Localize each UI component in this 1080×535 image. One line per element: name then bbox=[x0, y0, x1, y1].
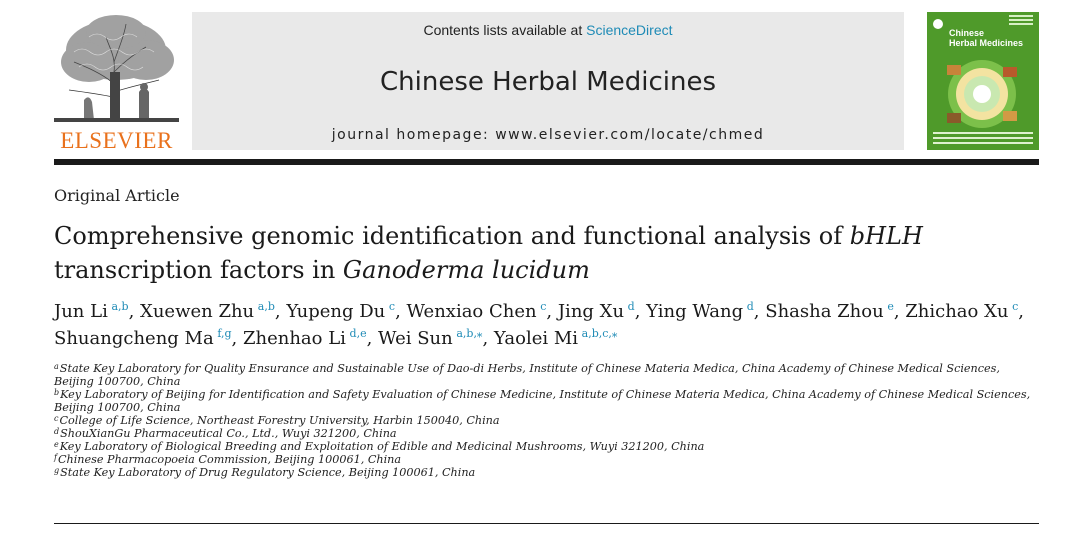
article-type: Original Article bbox=[54, 186, 180, 205]
author-name[interactable]: Xuewen Zhu $^{a,b}$ bbox=[140, 300, 275, 322]
author-affiliation-link[interactable]: a,b,c,⁎ bbox=[581, 327, 618, 340]
journal-cover-image[interactable] bbox=[927, 12, 1039, 150]
affiliation-mark: e bbox=[54, 440, 59, 449]
affiliation-mark: d bbox=[54, 427, 60, 436]
title-species-name: Ganoderma lucidum bbox=[342, 256, 590, 284]
cover-herb-wheel-icon bbox=[945, 57, 1019, 131]
front-matter-divider bbox=[54, 523, 1039, 524]
author-affiliation-link[interactable]: c bbox=[540, 300, 547, 313]
affiliation-text: State Key Laboratory for Quality Ensurance and Sustainable Use of Dao-di Herbs, Institute of Chinese Materia Medica, China Academy of Chinese Medical Sciences, Beijing 100700, China bbox=[54, 362, 1000, 388]
author-name[interactable]: Zhenhao Li $^{d,e}$ bbox=[242, 327, 367, 349]
affiliation-text: ShouXianGu Pharmaceutical Co., Ltd., Wuyi 321200, China bbox=[60, 427, 397, 440]
author-affiliation-link[interactable]: d bbox=[627, 300, 635, 313]
author-affiliation-link[interactable]: a,b,⁎ bbox=[456, 327, 483, 340]
cover-title-line1: Chinese bbox=[949, 28, 985, 38]
elsevier-tree-icon bbox=[54, 12, 179, 124]
journal-title[interactable]: Chinese Herbal Medicines bbox=[380, 67, 716, 97]
affiliation-mark: a bbox=[54, 362, 59, 371]
author-name[interactable]: Wei Sun $^{a,b,⁎}$ bbox=[378, 327, 483, 349]
author-name[interactable]: Yaolei Mi $^{a,b,c,⁎}$ bbox=[493, 327, 618, 349]
journal-header bbox=[54, 12, 1039, 153]
author-name[interactable]: Jing Xu $^d$ bbox=[557, 300, 635, 322]
author-name[interactable]: Yupeng Du $^c$ bbox=[286, 300, 396, 322]
author-affiliation-link[interactable]: e bbox=[887, 300, 894, 313]
author-name[interactable]: Shuangcheng Ma $^{f,g}$ bbox=[54, 327, 232, 349]
cover-issue-lines bbox=[1009, 15, 1033, 25]
sciencedirect-link[interactable]: ScienceDirect bbox=[586, 22, 673, 38]
affiliation-text: Key Laboratory of Beijing for Identification and Safety Evaluation of Chinese Medicine, Institute of Chinese Materia Medica, China Academy of Chinese Medical Sciences, Beijing 100700, China bbox=[54, 388, 1031, 414]
cover-title bbox=[949, 28, 1023, 48]
author-affiliation-link[interactable]: c bbox=[388, 300, 396, 313]
elsevier-wordmark: ELSEVIER bbox=[60, 128, 173, 153]
title-text-part1: Comprehensive genomic identification and functional analysis of bbox=[54, 222, 850, 250]
affiliation-text: College of Life Science, Northeast Forestry University, Harbin 150040, China bbox=[59, 414, 500, 427]
affiliation-list bbox=[54, 362, 1039, 479]
header-divider bbox=[54, 159, 1039, 165]
journal-banner bbox=[192, 12, 904, 150]
affiliation-item bbox=[54, 440, 1039, 453]
author-name[interactable]: Shasha Zhou $^e$ bbox=[765, 300, 894, 322]
author-name[interactable]: Zhichao Xu $^c$ bbox=[905, 300, 1019, 322]
author-list: Jun Li $^{a,b}$, Xuewen Zhu $^{a,b}$, Yupeng Du $^c$, Wenxiao Chen $^c$, Jing Xu $^d$, Ying Wang $^d$, Shasha Zhou $^e$, Zhichao Xu $^c$, Shuangcheng Ma $^{f,g}$, Zhenhao Li $^{d,e}$, Wei Sun $^{a,b,⁎}$, Yaolei Mi $^{a,b,c,⁎}$ bbox=[54, 300, 1025, 349]
affiliation-mark: g bbox=[54, 466, 60, 475]
author-affiliation-link[interactable]: a,b bbox=[257, 300, 275, 313]
cover-emblem-icon bbox=[933, 19, 943, 29]
affiliation-item bbox=[54, 427, 1039, 440]
author-name[interactable]: Wenxiao Chen $^c$ bbox=[406, 300, 547, 322]
affiliation-mark: b bbox=[54, 388, 60, 397]
affiliation-item bbox=[54, 362, 1039, 388]
affiliation-text: State Key Laboratory of Drug Regulatory Science, Beijing 100061, China bbox=[60, 466, 476, 479]
title-text-part2: transcription factors in bbox=[54, 256, 343, 284]
journal-homepage[interactable]: journal homepage: www.elsevier.com/locate/chmed bbox=[331, 127, 765, 143]
author-name[interactable]: Jun Li $^{a,b}$ bbox=[54, 300, 129, 322]
author-affiliation-link[interactable]: c bbox=[1012, 300, 1019, 313]
affiliation-item bbox=[54, 388, 1039, 414]
affiliation-text: Chinese Pharmacopoeia Commission, Beijing 100061, China bbox=[57, 453, 402, 466]
affiliation-mark: f bbox=[54, 453, 57, 462]
cover-title-line2: Herbal Medicines bbox=[949, 38, 1024, 48]
affiliation-item bbox=[54, 453, 1039, 466]
author-affiliation-link[interactable]: a,b bbox=[111, 300, 129, 313]
author-affiliation-link[interactable]: f,g bbox=[217, 327, 232, 340]
affiliation-text: Key Laboratory of Biological Breeding and Exploitation of Edible and Medicinal Mushrooms, Wuyi 321200, China bbox=[59, 440, 705, 453]
affiliation-mark: c bbox=[54, 414, 59, 423]
cover-footer-lines bbox=[933, 129, 1033, 144]
contents-line bbox=[192, 22, 904, 38]
elsevier-logo[interactable] bbox=[54, 12, 179, 153]
contents-prefix: Contents lists available at bbox=[423, 22, 587, 38]
article-title bbox=[54, 219, 1039, 287]
author-affiliation-link[interactable]: d,e bbox=[349, 327, 367, 340]
author-affiliation-link[interactable]: d bbox=[746, 300, 754, 313]
title-gene-name: bHLH bbox=[849, 222, 923, 250]
affiliation-item bbox=[54, 466, 1039, 479]
affiliation-item bbox=[54, 414, 1039, 427]
author-name[interactable]: Ying Wang $^d$ bbox=[646, 300, 754, 322]
